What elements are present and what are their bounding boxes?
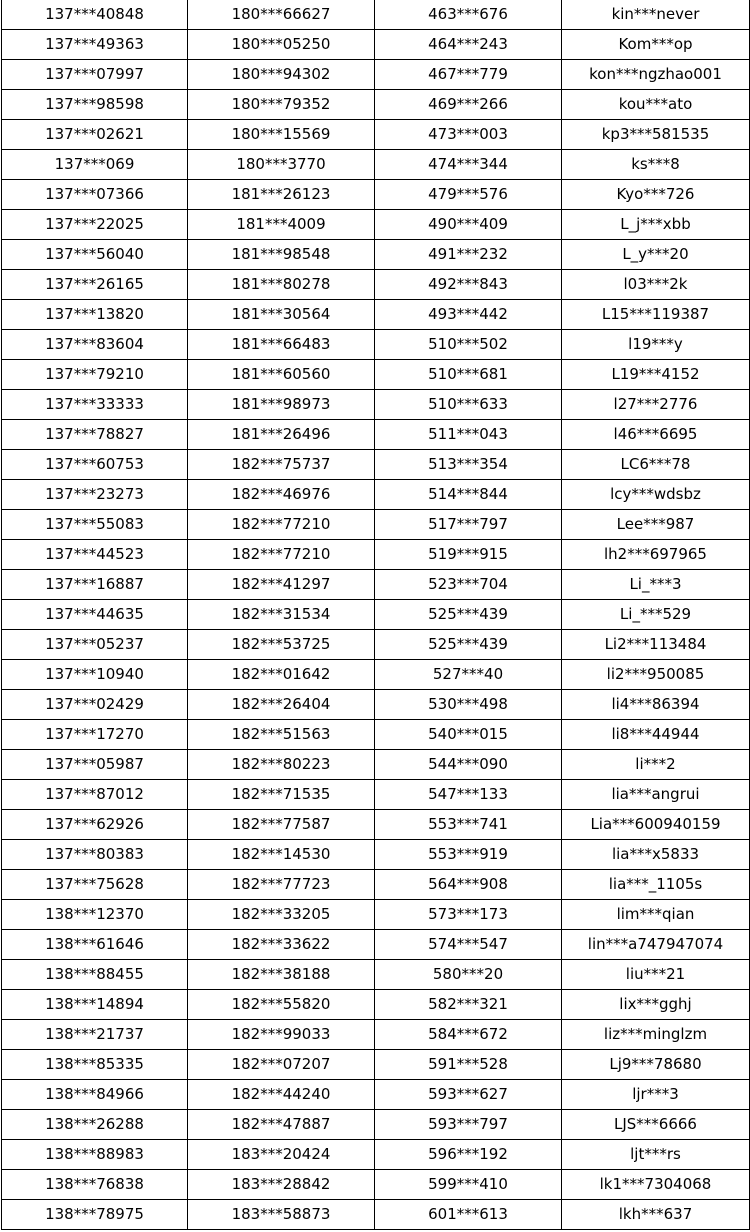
username-cell: lh2***697965 [562,540,750,570]
phone-b-cell: 182***99033 [188,1020,375,1050]
phone-a-cell: 137***17270 [2,720,188,750]
phone-a-cell: 137***62926 [2,810,188,840]
number-cell: 530***498 [375,690,562,720]
table-row [2,1050,750,1080]
username-cell: li***2 [562,750,750,780]
phone-b-cell: 182***46976 [188,480,375,510]
phone-a-cell: 137***02429 [2,690,188,720]
phone-b-cell: 181***66483 [188,330,375,360]
username-cell: l19***y [562,330,750,360]
table-row [2,480,750,510]
number-cell: 469***266 [375,90,562,120]
phone-b-cell: 182***41297 [188,570,375,600]
table-row [2,660,750,690]
phone-a-cell: 137***79210 [2,360,188,390]
phone-a-cell: 138***88455 [2,960,188,990]
table-body [2,0,750,1230]
phone-a-cell: 137***05237 [2,630,188,660]
number-cell: 463***676 [375,0,562,30]
phone-b-cell: 182***80223 [188,750,375,780]
number-cell: 525***439 [375,630,562,660]
phone-a-cell: 137***40848 [2,0,188,30]
table-row [2,600,750,630]
table-row [2,420,750,450]
phone-b-cell: 181***60560 [188,360,375,390]
phone-a-cell: 137***44635 [2,600,188,630]
phone-a-cell: 137***07366 [2,180,188,210]
number-cell: 580***20 [375,960,562,990]
phone-a-cell: 138***26288 [2,1110,188,1140]
phone-b-cell: 181***30564 [188,300,375,330]
username-cell: L_j***xbb [562,210,750,240]
number-cell: 593***797 [375,1110,562,1140]
phone-b-cell: 182***33622 [188,930,375,960]
phone-a-cell: 137***10940 [2,660,188,690]
table-row [2,150,750,180]
phone-a-cell: 138***61646 [2,930,188,960]
phone-a-cell: 138***84966 [2,1080,188,1110]
number-cell: 479***576 [375,180,562,210]
phone-b-cell: 180***79352 [188,90,375,120]
phone-b-cell: 182***14530 [188,840,375,870]
phone-a-cell: 138***76838 [2,1170,188,1200]
phone-b-cell: 182***44240 [188,1080,375,1110]
username-cell: Lj9***78680 [562,1050,750,1080]
phone-b-cell: 180***94302 [188,60,375,90]
phone-b-cell: 182***77210 [188,510,375,540]
table-row [2,510,750,540]
phone-b-cell: 181***98548 [188,240,375,270]
phone-a-cell: 137***44523 [2,540,188,570]
table-row [2,780,750,810]
table-row [2,330,750,360]
table-row [2,1170,750,1200]
number-cell: 591***528 [375,1050,562,1080]
username-cell: Lia***600940159 [562,810,750,840]
username-cell: ks***8 [562,150,750,180]
number-cell: 540***015 [375,720,562,750]
number-cell: 599***410 [375,1170,562,1200]
table-row [2,60,750,90]
table-row [2,570,750,600]
phone-a-cell: 138***12370 [2,900,188,930]
number-cell: 513***354 [375,450,562,480]
phone-a-cell: 137***78827 [2,420,188,450]
number-cell: 601***613 [375,1200,562,1230]
phone-b-cell: 182***77210 [188,540,375,570]
phone-b-cell: 181***4009 [188,210,375,240]
username-cell: liu***21 [562,960,750,990]
phone-a-cell: 137***87012 [2,780,188,810]
username-cell: liz***minglzm [562,1020,750,1050]
phone-a-cell: 137***83604 [2,330,188,360]
phone-a-cell: 137***26165 [2,270,188,300]
username-cell: l27***2776 [562,390,750,420]
table-row [2,270,750,300]
number-cell: 510***633 [375,390,562,420]
phone-a-cell: 137***60753 [2,450,188,480]
table-row [2,120,750,150]
username-cell: ljr***3 [562,1080,750,1110]
table-row [2,870,750,900]
table-row [2,1020,750,1050]
number-cell: 492***843 [375,270,562,300]
phone-b-cell: 180***05250 [188,30,375,60]
number-cell: 514***844 [375,480,562,510]
phone-a-cell: 137***069 [2,150,188,180]
number-cell: 491***232 [375,240,562,270]
phone-b-cell: 182***26404 [188,690,375,720]
username-cell: lim***qian [562,900,750,930]
number-cell: 573***173 [375,900,562,930]
username-cell: l46***6695 [562,420,750,450]
phone-a-cell: 137***05987 [2,750,188,780]
username-cell: li8***44944 [562,720,750,750]
number-cell: 547***133 [375,780,562,810]
username-cell: Lee***987 [562,510,750,540]
phone-b-cell: 183***28842 [188,1170,375,1200]
phone-b-cell: 182***75737 [188,450,375,480]
phone-a-cell: 137***98598 [2,90,188,120]
table-row [2,900,750,930]
phone-b-cell: 182***77723 [188,870,375,900]
number-cell: 493***442 [375,300,562,330]
table-row [2,210,750,240]
table-row [2,750,750,780]
table-row [2,450,750,480]
number-cell: 473***003 [375,120,562,150]
phone-b-cell: 183***20424 [188,1140,375,1170]
phone-a-cell: 138***21737 [2,1020,188,1050]
number-cell: 467***779 [375,60,562,90]
phone-a-cell: 137***23273 [2,480,188,510]
username-cell: li2***950085 [562,660,750,690]
phone-b-cell: 180***3770 [188,150,375,180]
table-row [2,690,750,720]
phone-b-cell: 182***55820 [188,990,375,1020]
username-cell: lin***a747947074 [562,930,750,960]
username-cell: lk1***7304068 [562,1170,750,1200]
phone-b-cell: 180***66627 [188,0,375,30]
username-cell: kou***ato [562,90,750,120]
phone-a-cell: 138***85335 [2,1050,188,1080]
phone-b-cell: 182***51563 [188,720,375,750]
table-row [2,630,750,660]
username-cell: Li_***3 [562,570,750,600]
username-cell: l03***2k [562,270,750,300]
username-cell: Li2***113484 [562,630,750,660]
phone-a-cell: 137***80383 [2,840,188,870]
phone-b-cell: 182***47887 [188,1110,375,1140]
number-cell: 584***672 [375,1020,562,1050]
username-cell: lkh***637 [562,1200,750,1230]
phone-b-cell: 182***07207 [188,1050,375,1080]
username-cell: lia***x5833 [562,840,750,870]
phone-a-cell: 137***02621 [2,120,188,150]
number-cell: 553***741 [375,810,562,840]
table-row [2,540,750,570]
table-row [2,390,750,420]
table-row [2,240,750,270]
table-row [2,720,750,750]
table-row [2,0,750,30]
table-row [2,840,750,870]
table-row [2,360,750,390]
phone-b-cell: 183***58873 [188,1200,375,1230]
phone-b-cell: 181***26123 [188,180,375,210]
table-row [2,1200,750,1230]
number-cell: 510***681 [375,360,562,390]
username-cell: kon***ngzhao001 [562,60,750,90]
phone-a-cell: 137***22025 [2,210,188,240]
number-cell: 593***627 [375,1080,562,1110]
username-cell: L19***4152 [562,360,750,390]
phone-a-cell: 137***56040 [2,240,188,270]
number-cell: 553***919 [375,840,562,870]
phone-a-cell: 137***49363 [2,30,188,60]
table-row [2,990,750,1020]
number-cell: 527***40 [375,660,562,690]
phone-a-cell: 137***55083 [2,510,188,540]
number-cell: 596***192 [375,1140,562,1170]
phone-a-cell: 137***33333 [2,390,188,420]
phone-a-cell: 138***14894 [2,990,188,1020]
username-cell: li4***86394 [562,690,750,720]
username-cell: L15***119387 [562,300,750,330]
number-cell: 582***321 [375,990,562,1020]
table-row [2,30,750,60]
phone-a-cell: 137***13820 [2,300,188,330]
number-cell: 511***043 [375,420,562,450]
phone-a-cell: 137***75628 [2,870,188,900]
table-row [2,960,750,990]
username-cell: lix***gghj [562,990,750,1020]
phone-b-cell: 182***31534 [188,600,375,630]
phone-b-cell: 182***38188 [188,960,375,990]
table-row [2,1140,750,1170]
table-row [2,90,750,120]
username-cell: kin***never [562,0,750,30]
phone-b-cell: 181***98973 [188,390,375,420]
number-cell: 464***243 [375,30,562,60]
phone-b-cell: 182***33205 [188,900,375,930]
phone-a-cell: 138***88983 [2,1140,188,1170]
number-cell: 574***547 [375,930,562,960]
number-cell: 474***344 [375,150,562,180]
number-cell: 525***439 [375,600,562,630]
table-row [2,930,750,960]
username-cell: LC6***78 [562,450,750,480]
phone-a-cell: 137***16887 [2,570,188,600]
number-cell: 517***797 [375,510,562,540]
username-cell: Li_***529 [562,600,750,630]
phone-b-cell: 181***26496 [188,420,375,450]
phone-b-cell: 182***71535 [188,780,375,810]
phone-b-cell: 182***53725 [188,630,375,660]
username-cell: kp3***581535 [562,120,750,150]
username-cell: LJS***6666 [562,1110,750,1140]
phone-a-cell: 137***07997 [2,60,188,90]
username-cell: L_y***20 [562,240,750,270]
table-row [2,300,750,330]
table-row [2,1110,750,1140]
number-cell: 490***409 [375,210,562,240]
username-cell: Kom***op [562,30,750,60]
username-cell: lia***_1105s [562,870,750,900]
table-row [2,810,750,840]
username-cell: Kyo***726 [562,180,750,210]
masked-accounts-table [1,0,750,1230]
phone-b-cell: 180***15569 [188,120,375,150]
number-cell: 544***090 [375,750,562,780]
username-cell: lia***angrui [562,780,750,810]
number-cell: 519***915 [375,540,562,570]
username-cell: lcy***wdsbz [562,480,750,510]
phone-a-cell: 138***78975 [2,1200,188,1230]
phone-b-cell: 182***01642 [188,660,375,690]
number-cell: 564***908 [375,870,562,900]
phone-b-cell: 182***77587 [188,810,375,840]
table-row [2,1080,750,1110]
table-row [2,180,750,210]
number-cell: 523***704 [375,570,562,600]
username-cell: ljt***rs [562,1140,750,1170]
phone-b-cell: 181***80278 [188,270,375,300]
number-cell: 510***502 [375,330,562,360]
